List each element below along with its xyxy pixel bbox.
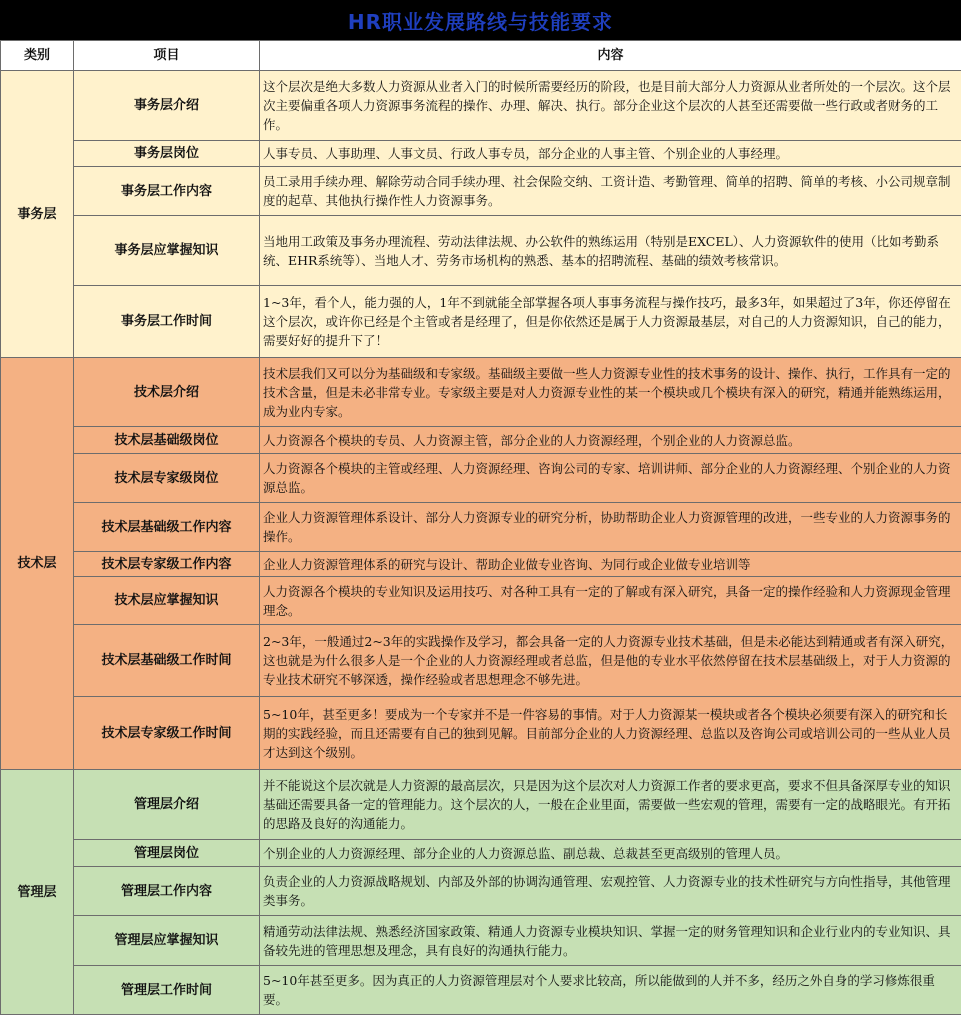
item-cell: 技术层介绍 — [74, 358, 260, 427]
table-row — [1, 552, 961, 577]
item-cell: 管理层介绍 — [74, 770, 260, 840]
item-cell: 技术层专家级岗位 — [74, 454, 260, 503]
content-cell: 这个层次是绝大多数人力资源从业者入门的时候所需要经历的阶段，也是目前大部分人力资源从业者所处的一个层次。这个层次主要偏重各项人力资源事务流程的操作、办理、解决、执行。部分企业这个层次的人甚至还需要做一些行政或者财务的工作。 — [260, 71, 961, 141]
category-cell: 技术层 — [1, 358, 74, 770]
item-cell: 管理层应掌握知识 — [74, 916, 260, 966]
table-row — [1, 216, 961, 286]
table-row — [1, 577, 961, 625]
item-cell: 事务层介绍 — [74, 71, 260, 141]
table-row — [1, 167, 961, 216]
table-row — [1, 427, 961, 454]
item-cell: 技术层专家级工作内容 — [74, 552, 260, 577]
item-cell: 技术层基础级工作内容 — [74, 503, 260, 552]
header-row — [1, 41, 961, 71]
title-bar — [0, 0, 961, 40]
item-cell: 事务层工作内容 — [74, 167, 260, 216]
table-row — [1, 966, 961, 1015]
content-cell: 人力资源各个模块的专员、人力资源主管，部分企业的人力资源经理，个别企业的人力资源总监。 — [260, 427, 961, 454]
content-cell: 负责企业的人力资源战略规划、内部及外部的协调沟通管理、宏观控管、人力资源专业的技术性研究与方向性指导，其他管理类事务。 — [260, 867, 961, 916]
item-cell: 技术层应掌握知识 — [74, 577, 260, 625]
content-cell: 并不能说这个层次就是人力资源的最高层次，只是因为这个层次对人力资源工作者的要求更高，要求不但具备深厚专业的知识基础还需要具备一定的管理能力。这个层次的人，一般在企业里面，需要做一些宏观的管理，需要有一定的战略眼光。有开拓的思路及良好的沟通能力。 — [260, 770, 961, 840]
content-cell: 人事专员、人事助理、人事文员、行政人事专员，部分企业的人事主管、个别企业的人事经理。 — [260, 141, 961, 167]
content-cell: 技术层我们又可以分为基础级和专家级。基础级主要做一些人力资源专业性的技术事务的设计、操作、执行，工作具有一定的技术含量，但是未必非常专业。专家级主要是对人力资源专业性的某一个模块或几个模块有深入的研究，精通并能熟练运用，成为业内专家。 — [260, 358, 961, 427]
item-cell: 管理层工作时间 — [74, 966, 260, 1015]
content-cell: 5~10年甚至更多。因为真正的人力资源管理层对个人要求比较高，所以能做到的人并不多，经历之外自身的学习修炼很重要。 — [260, 966, 961, 1015]
content-cell: 企业人力资源管理体系的研究与设计、帮助企业做专业咨询、为同行或企业做专业培训等 — [260, 552, 961, 577]
table-row — [1, 625, 961, 697]
table-row — [1, 141, 961, 167]
item-cell: 事务层应掌握知识 — [74, 216, 260, 286]
category-cell: 事务层 — [1, 71, 74, 358]
table-row — [1, 770, 961, 840]
content-cell: 当地用工政策及事务办理流程、劳动法律法规、办公软件的熟练运用（特别是EXCEL）、人力资源软件的使用（比如考勤系统、EHR系统等）、当地人才、劳务市场机构的熟悉、基本的招聘流程、基础的绩效考核常识。 — [260, 216, 961, 286]
item-cell: 管理层岗位 — [74, 840, 260, 867]
content-cell: 5~10年，甚至更多！要成为一个专家并不是一件容易的事情。对于人力资源某一模块或者各个模块必须要有深入的研究和长期的实践经验，而且还需要有自己的独到见解。目前部分企业的人力资源经理、总监以及咨询公司或培训公司的一些从业人员才达到这个级别。 — [260, 697, 961, 770]
header-content: 内容 — [260, 41, 961, 71]
item-cell: 管理层工作内容 — [74, 867, 260, 916]
table-row — [1, 840, 961, 867]
content-cell: 精通劳动法律法规、熟悉经济国家政策、精通人力资源专业模块知识、掌握一定的财务管理知识和企业行业内的专业知识、具备较先进的管理思想及理念，具有良好的沟通执行能力。 — [260, 916, 961, 966]
header-item: 项目 — [74, 41, 260, 71]
content-cell: 人力资源各个模块的专业知识及运用技巧、对各种工具有一定的了解或有深入研究，具备一定的操作经验和人力资源现金管理理念。 — [260, 577, 961, 625]
content-cell: 员工录用手续办理、解除劳动合同手续办理、社会保险交纳、工资计造、考勤管理、简单的招聘、简单的考核、小公司规章制度的起草、其他执行操作性人力资源事务。 — [260, 167, 961, 216]
item-cell: 技术层基础级工作时间 — [74, 625, 260, 697]
content-cell: 人力资源各个模块的主管或经理、人力资源经理、咨询公司的专家、培训讲师、部分企业的人力资源经理、个别企业的人力资源总监。 — [260, 454, 961, 503]
table-row — [1, 358, 961, 427]
page-title: HR职业发展路线与技能要求 — [347, 9, 614, 34]
table-row — [1, 454, 961, 503]
content-cell: 2~3年，一般通过2~3年的实践操作及学习，都会具备一定的人力资源专业技术基础，但是未必能达到精通或者有深入研究，这也就是为什么很多人是一个企业的人力资源经理或者总监，但是他的专业水平依然停留在技术层基础级上，对于人力资源的专业技术研究不够深透，操作经验或者思想理念不够先进。 — [260, 625, 961, 697]
content-cell: 个别企业的人力资源经理、部分企业的人力资源总监、副总裁、总裁甚至更高级别的管理人员。 — [260, 840, 961, 867]
item-cell: 技术层基础级岗位 — [74, 427, 260, 454]
item-cell: 事务层工作时间 — [74, 286, 260, 358]
content-cell: 1~3年，看个人，能力强的人，1年不到就能全部掌握各项人事事务流程与操作技巧，最多3年，如果超过了3年，你还停留在这个层次，或许你已经是个主管或者是经理了，但是你依然还是属于人力资源最基层，对自己的人力资源知识，自己的能力，需要好好的提升下了！ — [260, 286, 961, 358]
item-cell: 技术层专家级工作时间 — [74, 697, 260, 770]
table-row — [1, 697, 961, 770]
category-cell: 管理层 — [1, 770, 74, 1015]
table-row — [1, 867, 961, 916]
header-category: 类别 — [1, 41, 74, 71]
item-cell: 事务层岗位 — [74, 141, 260, 167]
table-row — [1, 71, 961, 141]
table-row — [1, 286, 961, 358]
hr-career-table — [0, 40, 961, 1015]
content-cell: 企业人力资源管理体系设计、部分人力资源专业的研究分析，协助帮助企业人力资源管理的改进，一些专业的人力资源事务的操作。 — [260, 503, 961, 552]
table-row — [1, 916, 961, 966]
table-row — [1, 503, 961, 552]
